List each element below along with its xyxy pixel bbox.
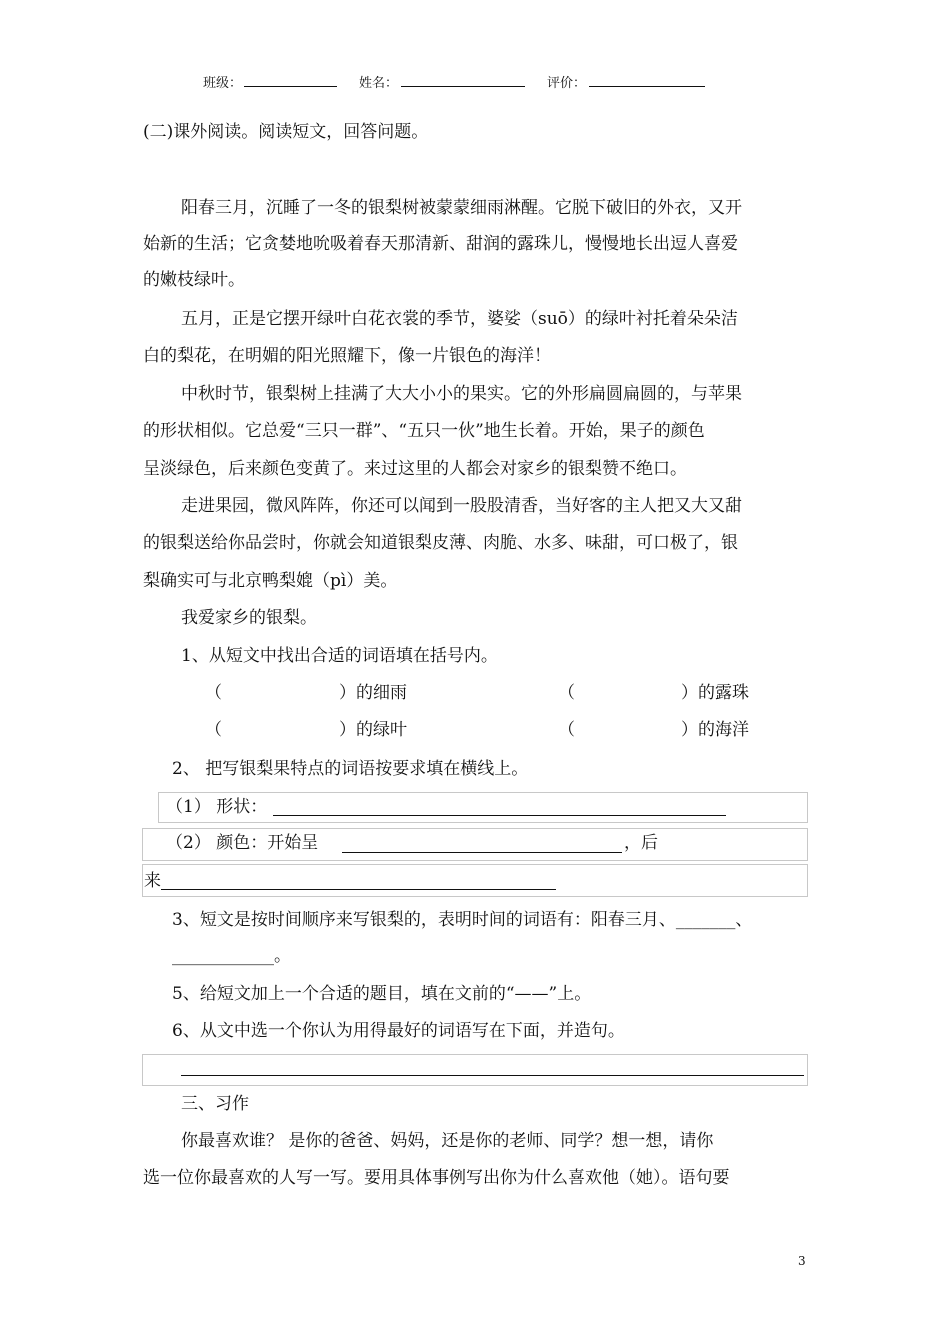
passage-line: 的嫩枝绿叶。: [143, 270, 245, 290]
q2-shape-label: （1） 形状：: [166, 797, 268, 817]
q2-later-label: 来: [144, 871, 161, 891]
q1-bracket-open: （: [205, 720, 222, 740]
section-title: (二)课外阅读。阅读短文，回答问题。: [143, 122, 429, 142]
writing-title: 三、习作: [181, 1094, 249, 1114]
q2-answer-box-later: [142, 864, 808, 897]
name-label: 姓名：: [359, 76, 399, 91]
passage-line: 的形状相似。它总爱“三只一群”、“五只一伙”地生长着。开始，果子的颜色: [143, 421, 705, 441]
passage-line: 的银梨送给你品尝时，你就会知道银梨皮薄、肉脆、水多、味甜，可口极了，银: [143, 533, 738, 553]
q1-bracket-open: （: [205, 683, 222, 703]
question-3-cont: ____________。: [172, 946, 291, 966]
q1-bracket-open: （: [558, 720, 575, 740]
passage-line: 中秋时节，银梨树上挂满了大大小小的果实。它的外形扁圆扁圆的，与苹果: [181, 384, 742, 404]
q1-item-leaves[interactable]: ）的绿叶: [339, 720, 407, 740]
writing-prompt-line: 选一位你最喜欢的人写一写。要用具体事例写出你为什么喜欢他（她）。语句要: [143, 1168, 730, 1188]
q6-answer-box: [142, 1054, 808, 1086]
passage-line: 走进果园，微风阵阵，你还可以闻到一股股清香，当好客的主人把又大又甜: [181, 496, 742, 516]
passage-line: 阳春三月，沉睡了一冬的银梨树被蒙蒙细雨淋醒。它脱下破旧的外衣，又开: [181, 198, 742, 218]
question-6: 6、从文中选一个你认为用得最好的词语写在下面，并造句。: [172, 1021, 625, 1041]
class-label: 班级：: [203, 76, 243, 91]
q6-sentence-blank[interactable]: [181, 1075, 804, 1076]
q2-color-after: ，后: [624, 833, 658, 853]
question-3: 3、短文是按时间顺序来写银梨的，表明时间的词语有：阳春三月、_______、: [172, 910, 753, 930]
passage-line: 始新的生活；它贪婪地吮吸着春天那清新、甜润的露珠儿，慢慢地长出逗人喜爱: [143, 234, 738, 254]
passage-line: 呈淡绿色，后来颜色变黄了。来过这里的人都会对家乡的银梨赞不绝口。: [143, 459, 687, 479]
q2-shape-blank[interactable]: [273, 815, 726, 816]
passage-line: 梨确实可与北京鸭梨媲（pì）美。: [143, 571, 398, 591]
eval-label: 评价：: [547, 76, 587, 91]
question-1: 1、从短文中找出合适的词语填在括号内。: [181, 646, 498, 666]
name-blank[interactable]: [401, 86, 525, 87]
passage-line: 我爱家乡的银梨。: [181, 608, 317, 628]
q1-item-dew[interactable]: ）的露珠: [681, 683, 749, 703]
q2-color-start-blank[interactable]: [342, 852, 622, 853]
q1-bracket-open: （: [558, 683, 575, 703]
q1-item-ocean[interactable]: ）的海洋: [681, 720, 749, 740]
passage-line: 白的梨花，在明媚的阳光照耀下，像一片银色的海洋！: [143, 346, 551, 366]
q1-item-drizzle[interactable]: ）的细雨: [339, 683, 407, 703]
q2-color-label: （2） 颜色：开始呈: [166, 833, 319, 853]
eval-blank[interactable]: [589, 86, 705, 87]
class-blank[interactable]: [244, 86, 337, 87]
question-5: 5、给短文加上一个合适的题目，填在文前的“——”上。: [172, 984, 592, 1004]
page-number: 3: [798, 1254, 806, 1268]
q2-color-later-blank[interactable]: [161, 889, 556, 890]
passage-line: 五月，正是它摆开绿叶白花衣裳的季节，婆娑（suō）的绿叶衬托着朵朵洁: [181, 309, 738, 329]
writing-prompt-line: 你最喜欢谁？ 是你的爸爸、妈妈，还是你的老师、同学？想一想，请你: [181, 1131, 714, 1151]
question-2: 2、 把写银梨果特点的词语按要求填在横线上。: [172, 759, 529, 779]
